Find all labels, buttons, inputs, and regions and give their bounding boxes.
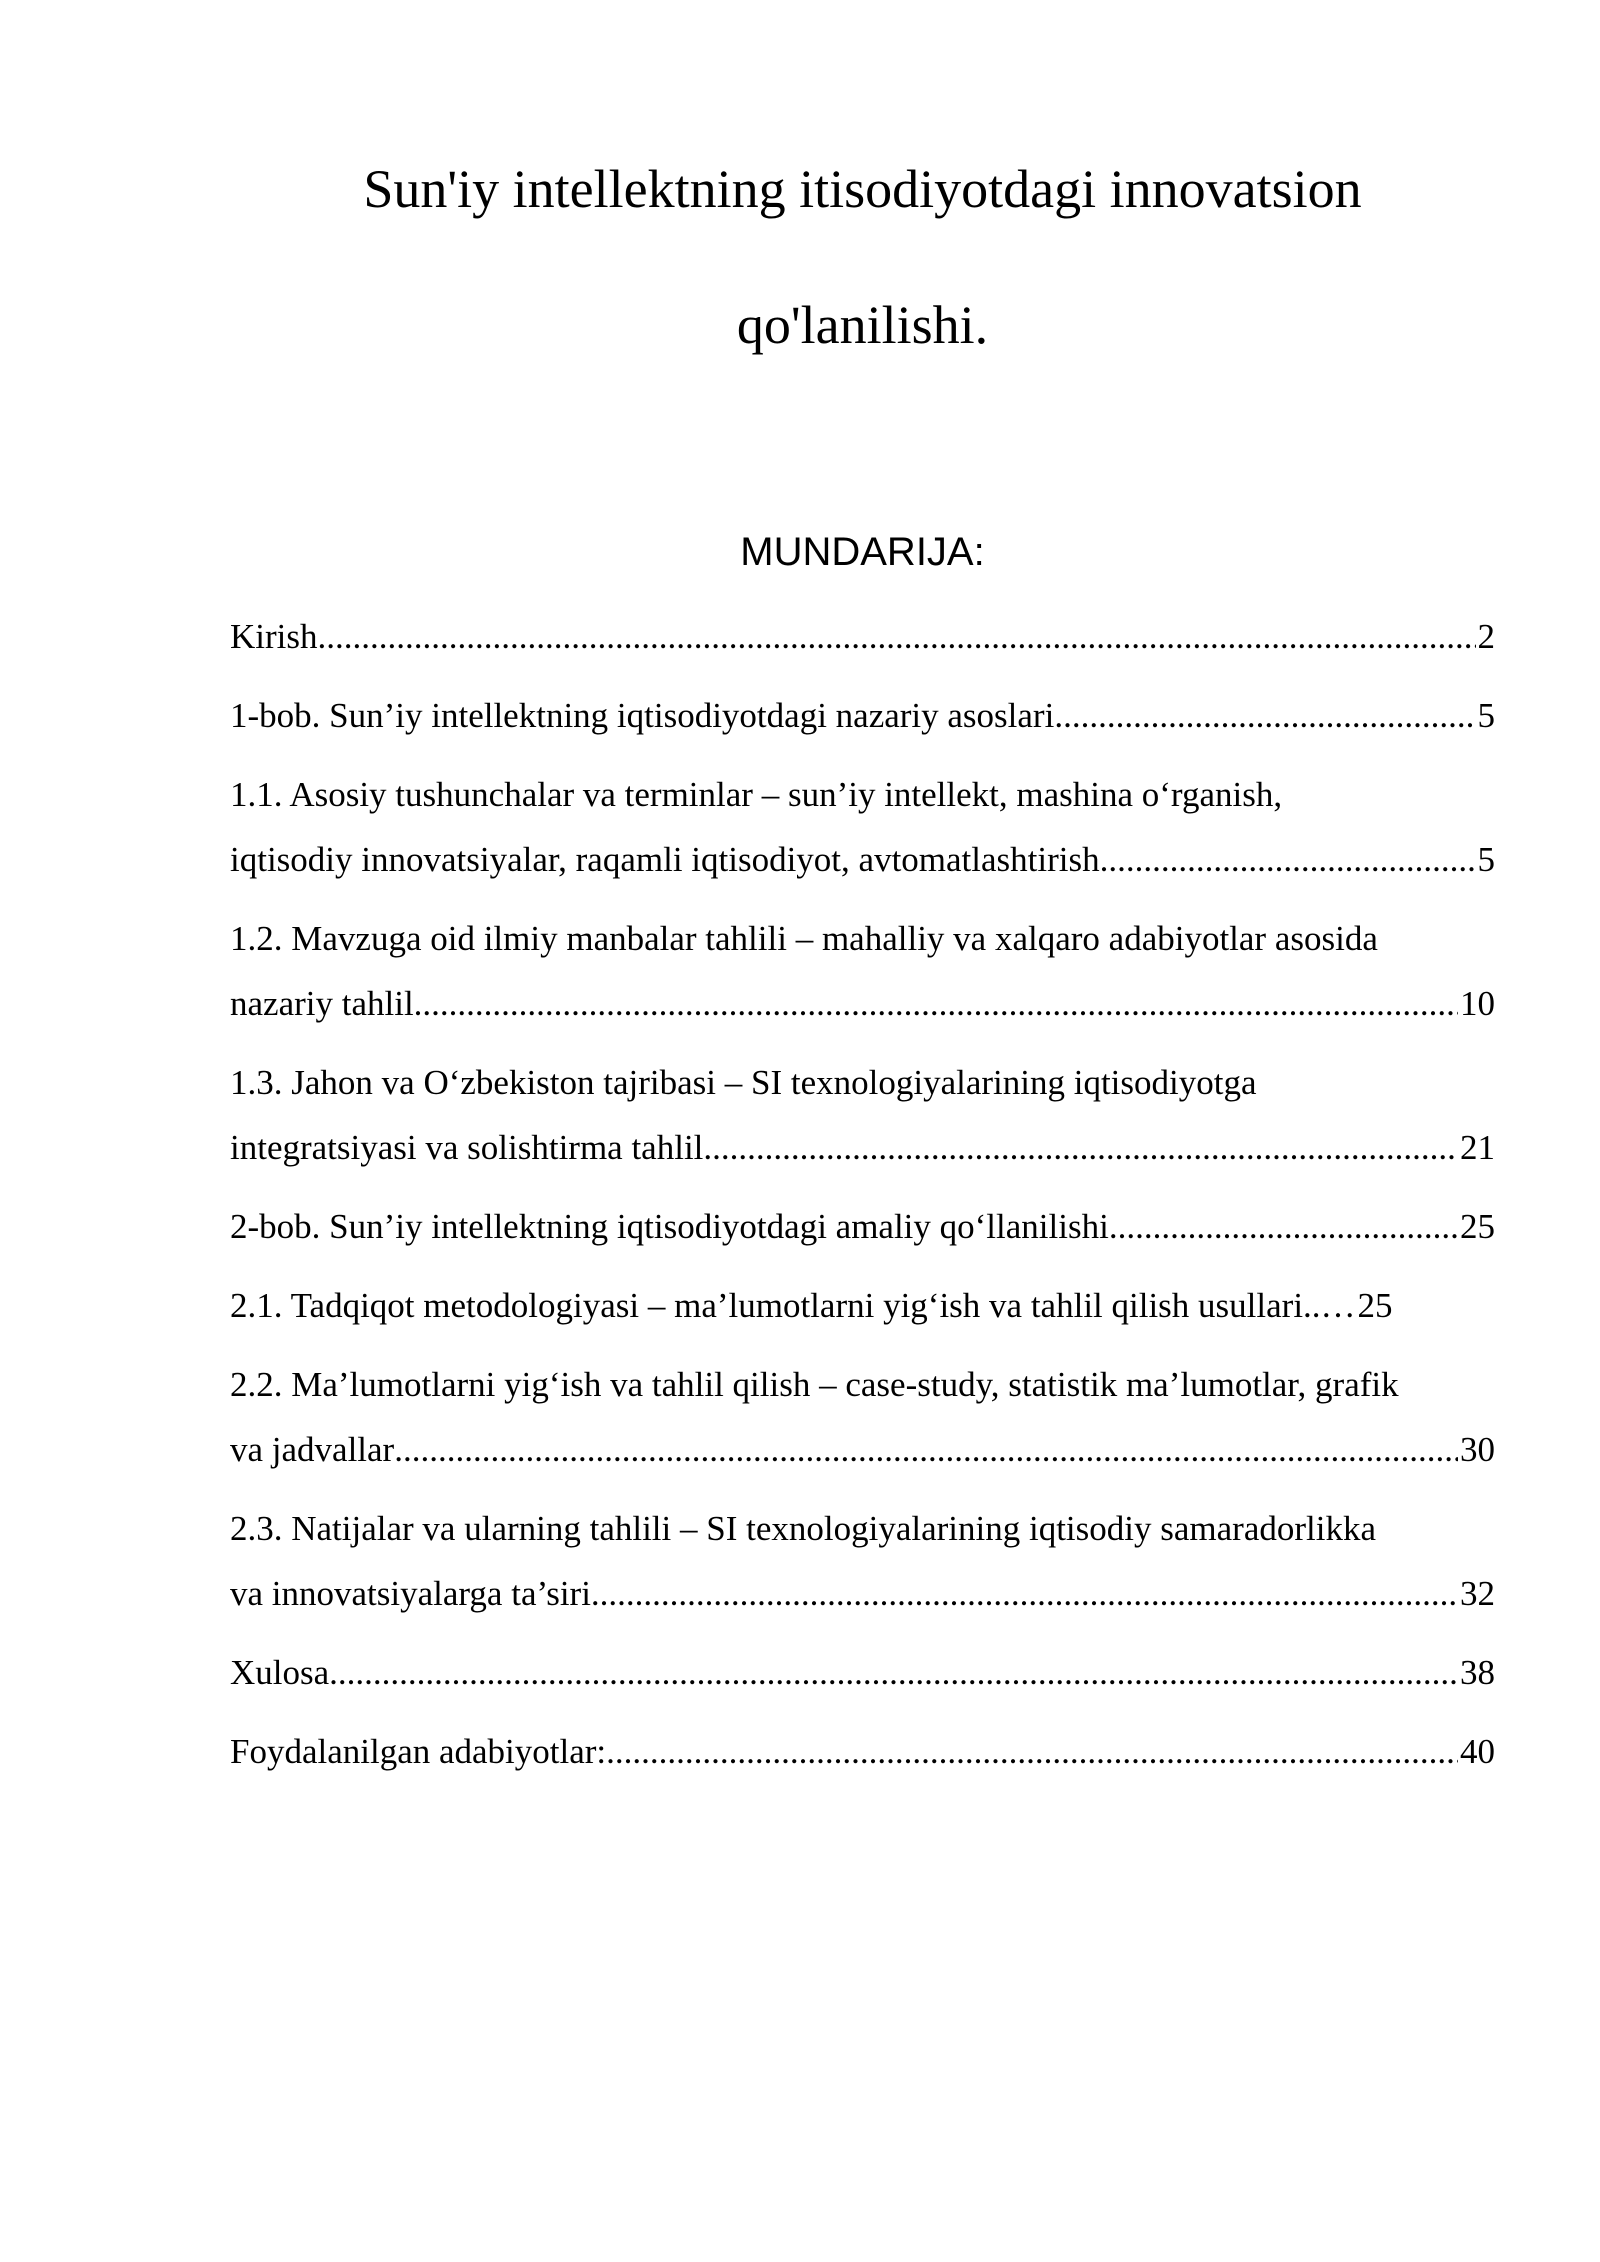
toc-dot-leader (591, 1561, 1458, 1626)
toc-page-number: 40 (1460, 1732, 1495, 1771)
toc-entry-label: Xulosa (230, 1653, 330, 1692)
toc-entry-label: va innovatsiyalarga ta’siri (230, 1574, 591, 1613)
toc-entry-label-line-1: 1.2. Mavzuga oid ilmiy manbalar tahlili – mahalliy va xalqaro adabiyotlar asosida (230, 919, 1378, 958)
toc-entry-label: Foydalanilgan adabiyotlar: (230, 1732, 607, 1771)
table-of-contents (230, 604, 1495, 1798)
toc-page-number: 32 (1460, 1574, 1495, 1613)
toc-entry-section-2-2[interactable] (230, 1352, 1495, 1482)
toc-dot-leader (606, 1719, 1458, 1784)
toc-entry-label-line-1: 1.1. Asosiy tushunchalar va terminlar – sun’iy intellekt, mashina o‘rganish, (230, 775, 1283, 814)
toc-entry-chapter-2[interactable] (230, 1194, 1495, 1259)
toc-entry-label: 1-bob. Sun’iy intellektning iqtisodiyotdagi nazariy asoslari (230, 696, 1055, 735)
toc-entry-chapter-1[interactable] (230, 683, 1495, 748)
toc-page-number: 10 (1460, 984, 1495, 1023)
toc-dot-leader (394, 1417, 1458, 1482)
toc-entry-label: nazariy tahlil (230, 984, 414, 1023)
toc-entry-section-2-1[interactable] (230, 1273, 1495, 1338)
toc-entry-section-1-2[interactable] (230, 906, 1495, 1036)
toc-entry-label: 2-bob. Sun’iy intellektning iqtisodiyotdagi amaliy qo‘llanilishi (230, 1207, 1109, 1246)
toc-dot-leader (318, 604, 1476, 669)
toc-page-number: 25 (1357, 1286, 1393, 1325)
toc-entry-section-2-3[interactable] (230, 1496, 1495, 1626)
toc-page-number: 38 (1460, 1653, 1495, 1692)
toc-entry-label-line-1: 2.3. Natijalar va ularning tahlili – SI texnologiyalarining iqtisodiy samaradorlikka (230, 1509, 1376, 1548)
toc-page-number: 25 (1460, 1207, 1495, 1246)
toc-dot-leader (414, 971, 1458, 1036)
toc-dot-leader (329, 1640, 1458, 1705)
toc-entry-label: va jadvallar (230, 1430, 395, 1469)
toc-entry-label: 2.1. Tadqiqot metodologiyasi – ma’lumotlarni yig‘ish va tahlil qilish usullari..… (230, 1286, 1356, 1325)
toc-page-number: 2 (1477, 617, 1495, 656)
toc-entry-label: Kirish (230, 617, 318, 656)
toc-page-number: 5 (1477, 696, 1495, 735)
toc-page-number: 30 (1460, 1430, 1495, 1469)
toc-entry-label-line-1: 2.2. Ma’lumotlarni yig‘ish va tahlil qilish – case-study, statistik ma’lumotlar, grafik (230, 1365, 1399, 1404)
document-title-line-2: qo'lanilishi. (736, 295, 989, 355)
toc-page-number: 5 (1477, 840, 1495, 879)
toc-dot-leader (703, 1115, 1458, 1180)
toc-entry-section-1-3[interactable] (230, 1050, 1495, 1180)
toc-entry-xulosa[interactable] (230, 1640, 1495, 1705)
toc-heading: MUNDARIJA: (740, 530, 985, 574)
toc-dot-leader (1109, 1194, 1458, 1259)
toc-entry-references[interactable] (230, 1719, 1495, 1784)
toc-entry-label: integratsiyasi va solishtirma tahlil (230, 1128, 704, 1167)
toc-dot-leader (1100, 827, 1476, 892)
toc-entry-kirish[interactable] (230, 604, 1495, 669)
toc-entry-label: iqtisodiy innovatsiyalar, raqamli iqtisodiyot, avtomatlashtirish (230, 840, 1100, 879)
toc-dot-leader (1054, 683, 1475, 748)
toc-entry-section-1-1[interactable] (230, 762, 1495, 892)
toc-page-number: 21 (1460, 1128, 1495, 1167)
toc-entry-label-line-1: 1.3. Jahon va O‘zbekiston tajribasi – SI texnologiyalarining iqtisodiyotga (230, 1063, 1257, 1102)
document-title-line-1: Sun'iy intellektning itisodiyotdagi innovatsion (363, 159, 1362, 219)
